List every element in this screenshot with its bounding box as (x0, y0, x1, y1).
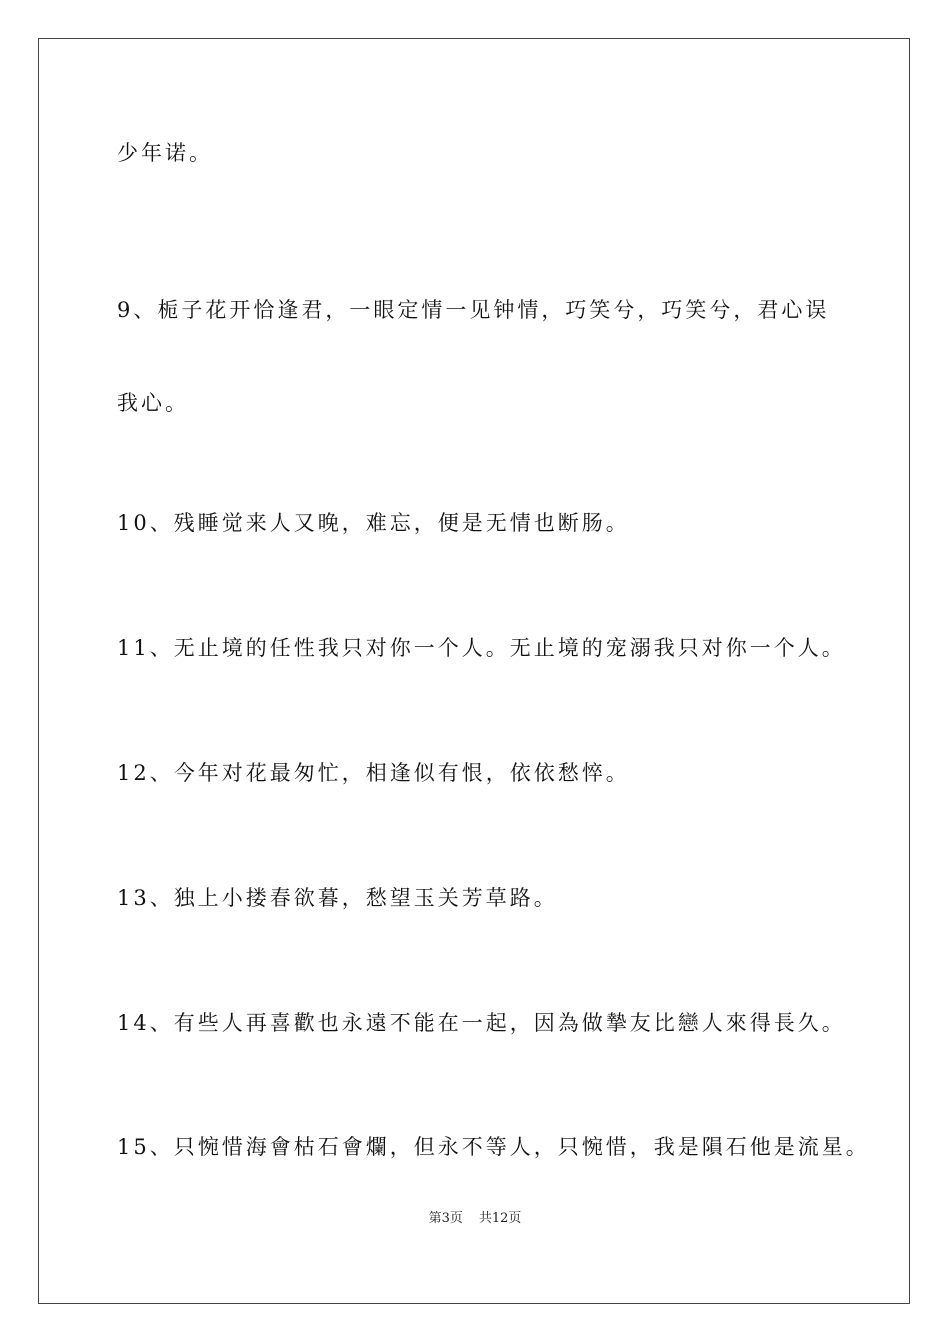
page-footer (0, 1210, 950, 1228)
text-line: 13、独上小搂春欲暮，愁望玉关芳草路。 (117, 886, 558, 910)
text-line: 10、残睡觉来人又晚，难忘，便是无情也断肠。 (117, 511, 630, 535)
page-border (38, 38, 910, 1304)
text-line: 14、有些人再喜歡也永遠不能在一起，因為做摯友比戀人來得長久。 (117, 1011, 846, 1035)
text-line: 15、只惋惜海會枯石會爛，但永不等人，只惋惜，我是隕石他是流星。 (117, 1135, 870, 1159)
page-total: 共12页 (478, 1211, 522, 1226)
page-number: 第3页 (428, 1211, 463, 1226)
text-line: 9、栀子花开恰逢君，一眼定情一见钟情，巧笑兮，巧笑兮，君心误 (117, 298, 830, 322)
text-line: 少年诺。 (117, 141, 213, 165)
text-line: 11、无止境的任性我只对你一个人。无止境的宠溺我只对你一个人。 (117, 636, 846, 660)
text-line: 我心。 (117, 391, 189, 415)
text-line: 12、今年对花最匆忙，相逢似有恨，依依愁悴。 (117, 761, 630, 785)
